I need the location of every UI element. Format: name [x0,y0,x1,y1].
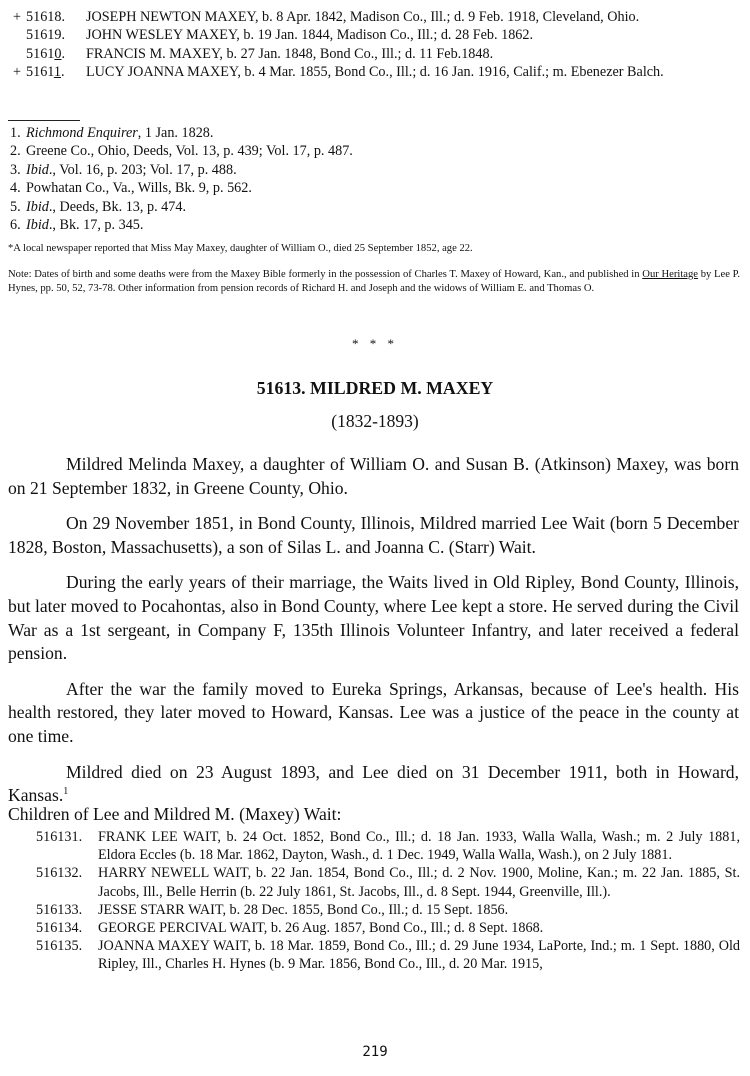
page-number: 219 [362,1044,388,1060]
footnote: 4. Powhatan Co., Va., Wills, Bk. 9, p. 562. [10,180,252,197]
list-item: 516131. FRANK LEE WAIT, b. 24 Oct. 1852, Bond Co., Ill.; d. 18 Jan. 1933, Walla Walla, Wash.; m. 2 July 1881, Eldora Eccles (b. 18 Mar. 1862, Dayton, Wash., d. 1 Dec. 1949, Walla Walla, Wash.), on 2 July 1881. [36,829,740,864]
entry-text: JOSEPH NEWTON MAXEY, b. 8 Apr. 1842, Madison Co., Ill.; d. 9 Feb. 1918, Cleveland, Ohio. [86,9,640,25]
paragraph: During the early years of their marriage, the Waits lived in Old Ripley, Bond County, Illinois, but later moved to Pocahontas, also in Bond County, where Lee kept a store. He served during the Civil War as a 1st sergeant, in Company F, 135th Illinois Volunteer Infantry, and later received a federal pension. [8,572,739,664]
entry-text: LUCY JOANNA MAXEY, b. 4 Mar. 1855, Bond Co., Ill.; d. 16 Jan. 1916, Calif.; m. Ebenezer Balch. [86,63,664,80]
entry-number: 51618. [26,9,66,25]
children-heading: Children of Lee and Mildred M. (Maxey) Wait: [8,804,342,824]
entry-number: 51619. [26,27,66,44]
list-item [8,45,740,63]
child-number: 516134. [36,920,83,937]
footnote: 6. Ibid., Bk. 17, p. 345. [10,217,144,234]
descendant-marker: + [12,9,21,25]
list-item [8,26,740,44]
life-years: (1832-1893) [331,411,419,431]
newspaper-note: *A local newspaper reported that Miss May Maxey, daughter of William O., died 25 September 1852, age 22. [8,243,473,254]
entry-number: 51611. [26,63,65,80]
footnotes [10,124,353,234]
children-list [36,828,740,974]
section-heading: 51613. MILDRED M. MAXEY [256,378,494,398]
paragraph: Mildred died on 23 August 1893, and Lee died on 31 December 1911, both in Howard, Kansas.$^1$ [8,761,739,806]
paragraph: After the war the family moved to Eureka Springs, Arkansas, because of Lee's health. His health restored, they later moved to Howard, Kansas. Lee was a justice of the peace in the county at one time. [8,678,739,746]
list-item: 516133. JESSE STARR WAIT, b. 28 Dec. 1855, Bond Co., Ill.; d. 15 Sept. 1856. [36,901,509,918]
footnote: 3. Ibid., Vol. 16, p. 203; Vol. 17, p. 488. [10,161,237,178]
child-number: 516133. [36,901,83,918]
list-item [8,8,740,26]
descendant-marker: + [12,63,21,80]
section-separator: * * * [352,336,398,351]
entry-text: JOHN WESLEY MAXEY, b. 19 Jan. 1844, Madison Co., Ill.; d. 28 Feb. 1862. [86,27,534,44]
paragraph: Mildred Melinda Maxey, a daughter of William O. and Susan B. (Atkinson) Maxey, was born on 21 September 1832, in Greene County, Ohio. [8,454,739,498]
footnote-divider [8,120,80,121]
child-number: 516131. [36,829,83,845]
footnote: 5. Ibid., Deeds, Bk. 13, p. 474. [10,198,186,215]
footnote-ref: 1 [63,786,69,798]
child-number: 516132. [36,865,83,882]
list-item: 516134. GEORGE PERCIVAL WAIT, b. 26 Aug. 1857, Bond Co., Ill.; d. 8 Sept. 1868. [36,920,544,937]
entry-number: 51610. [26,45,66,62]
list-item [8,63,740,81]
list-item: 516135. JOANNA MAXEY WAIT, b. 18 Mar. 1859, Bond Co., Ill.; d. 29 June 1934, LaPorte, Ind.; m. 1 Sept. 1880, Old Ripley, Ill., Charles H. Hynes (b. 9 Mar. 1856, Bond Co., Ill., d. 20 Mar. 1915, [36,938,740,973]
footnote: 1. Richmond Enquirer, 1 Jan. 1828. [10,125,214,141]
child-number: 516135. [36,938,83,955]
entry-text: FRANCIS M. MAXEY, b. 27 Jan. 1848, Bond Co., Ill.; d. 11 Feb.1848. [86,45,494,62]
previous-children-list [8,8,740,81]
list-item: 516132. HARRY NEWELL WAIT, b. 22 Jan. 1854, Bond Co., Ill.; d. 2 Nov. 1900, Moline, Kan.; m. 22 Jan. 1885, St. Jacobs, Ill., Belle Herrin (b. 22 July 1861, St. Jacobs, Ill., d. 8 Sept. 1944, Greenville, Ill.). [36,865,740,900]
footnote: 2. Greene Co., Ohio, Deeds, Vol. 13, p. 439; Vol. 17, p. 487. [10,143,353,160]
source-note: Note: Dates of birth and some deaths were from the Maxey Bible formerly in the possession of Charles T. Maxey of Howard, Kan., and published in Our Heritage by Lee P. Hynes, pp. 50, 52, 73-78. Other information from pension records of Richard H. and Joseph and the widows of William E. and Thomas O. [8,269,741,295]
paragraph: On 29 November 1851, in Bond County, Illinois, Mildred married Lee Wait (born 5 December 1828, Boston, Massachusetts), a son of Silas L. and Joanna C. (Starr) Wait. [8,513,739,557]
biography-text [8,453,739,820]
